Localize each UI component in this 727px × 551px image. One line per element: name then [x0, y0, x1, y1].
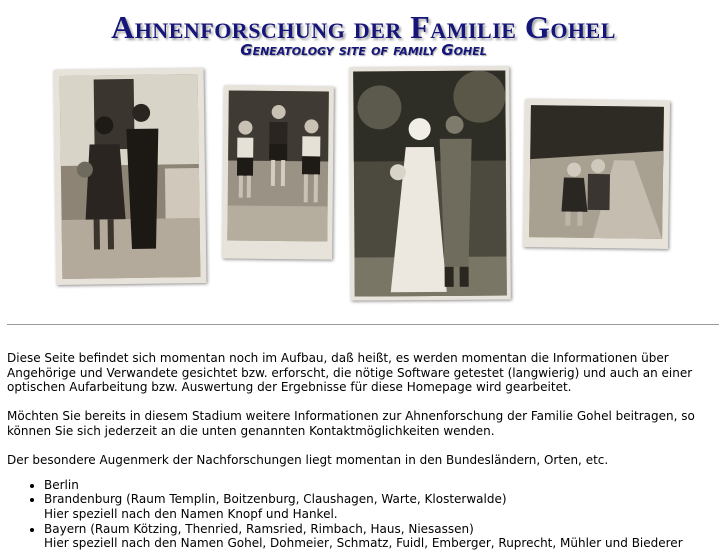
region-note: Hier speziell nach den Namen Gohel, Dohmeier, Schmatz, Fuidl, Emberger, Ruprecht, Mühler und Biederer	[44, 536, 683, 551]
focus-paragraph: Der besondere Augenmerk der Nachforschungen liegt momentan in den Bundesländern, Orten, etc.	[7, 453, 609, 468]
intro-paragraph: Diese Seite befindet sich momentan noch im Aufbau, daß heißt, es werden momentan die Informationen über Angehörige und Verwandete gesichtet bzw. erforscht, die nötige Software getestet (langwierig) und auch an einer optischen Aufarbeitung bzw. Auswertung der Ergebnisse für diese Homepage wird gearbeitet.	[7, 351, 693, 395]
list-item	[44, 492, 719, 521]
photo-children-icon	[222, 85, 334, 259]
photo-elderly-icon	[523, 99, 670, 249]
region-note: Hier speziell nach den Namen Knopf und Hankel.	[44, 506, 338, 521]
intro-content	[7, 351, 719, 551]
three-boys-photo	[222, 85, 334, 259]
contribution-paragraph: Möchten Sie bereits in diesem Stadium weitere Informationen zur Ahnenforschung der Familie Gohel beitragen, so können Sie sich jederzeit an die unten genannten Kontaktmöglichkeiten wenden.	[7, 409, 695, 438]
region-name: • Bayern (Raum Kötzing, Thenried, Ramsried, Rimbach, Haus, Niesassen)	[44, 521, 474, 536]
page-subtitle: Geneatology site of family Gohel	[240, 41, 487, 59]
elderly-couple-photo	[523, 99, 670, 249]
page-title: Ahnenforschung der Familie Gohel	[111, 9, 616, 45]
photo-couple-icon	[54, 68, 207, 285]
header-divider	[7, 324, 719, 326]
wedding-couple-photo	[54, 68, 207, 285]
list-item	[44, 522, 719, 551]
photo-wedding-icon	[349, 66, 511, 300]
region-list	[7, 478, 719, 551]
region-name: • Berlin	[44, 477, 79, 492]
list-item	[44, 478, 719, 493]
wedding-soldier-photo	[349, 66, 511, 300]
region-name: • Brandenburg (Raum Templin, Boitzenburg, Claushagen, Warte, Klosterwalde)	[44, 492, 507, 507]
